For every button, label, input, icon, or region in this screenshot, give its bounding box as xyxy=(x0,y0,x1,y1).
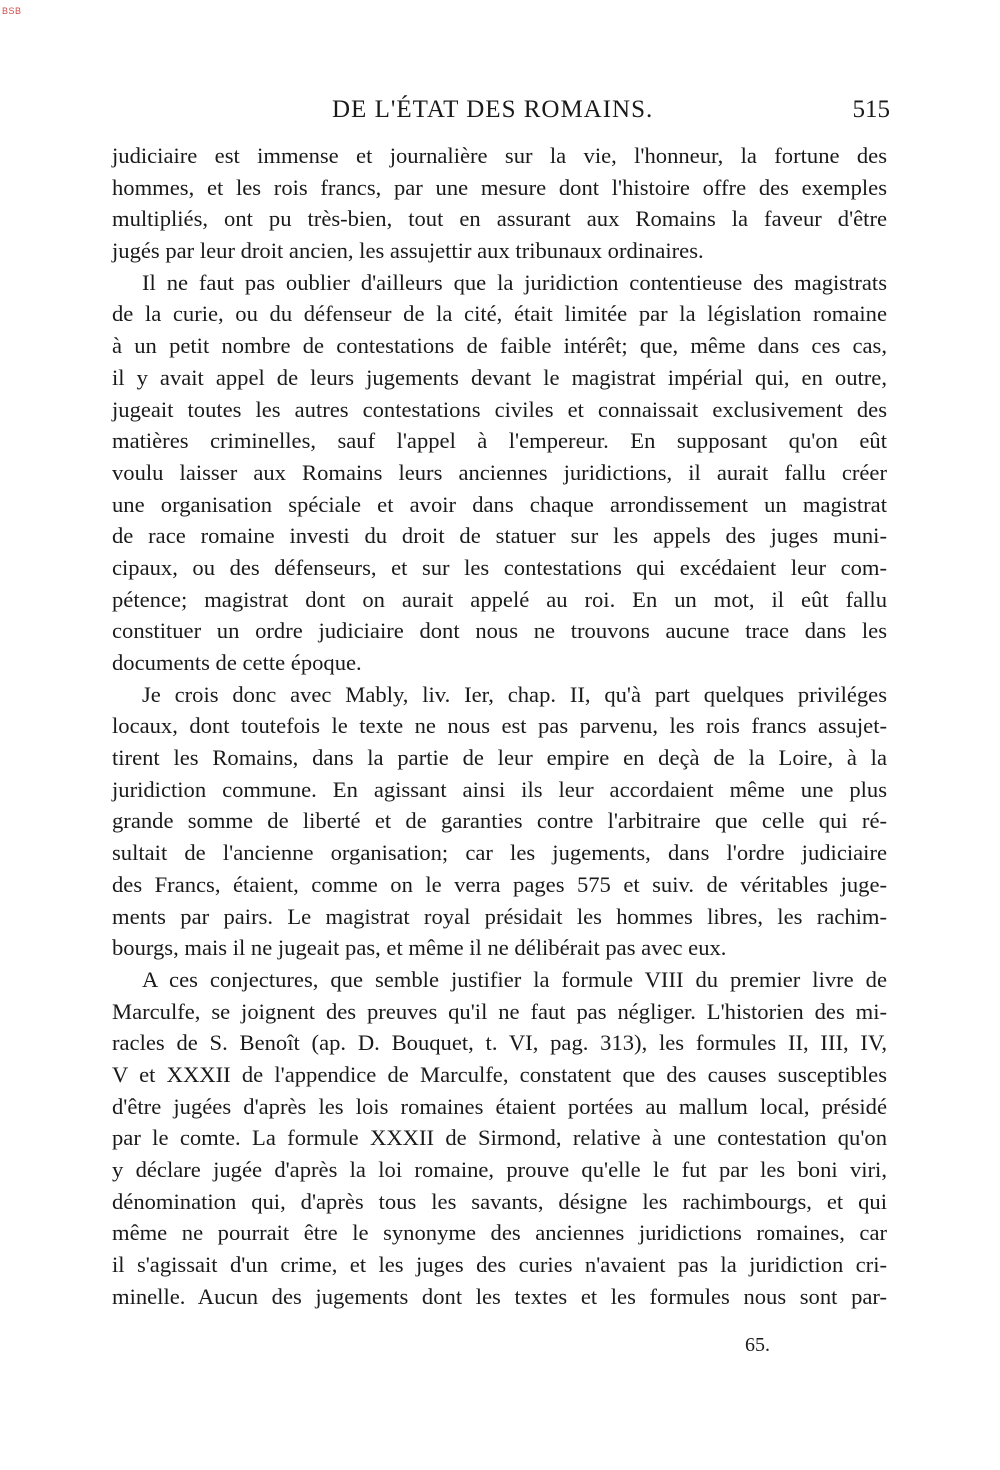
text-line: V et XXXII de l'appendice de Marculfe, constatent que des causes susceptibles xyxy=(112,1061,887,1087)
text-line: constituer un ordre judiciaire dont nous ne trouvons aucune trace dans les xyxy=(112,618,887,644)
text-line: hommes, et les rois francs, par une mesure dont l'histoire offre des exemples xyxy=(112,174,887,200)
page-number: 515 xyxy=(852,96,890,123)
text-line: par le comte. La formule XXXII de Sirmond, relative à une contestation qu'on xyxy=(112,1125,887,1151)
text-line: y déclare jugée d'après la loi romaine, prouve qu'elle le fut par les boni viri, xyxy=(112,1157,887,1182)
text-line: documents de cette époque. xyxy=(112,650,362,675)
text-line: une organisation spéciale et avoir dans chaque arrondissement un magistrat xyxy=(112,491,887,517)
text-line: bourgs, mais il ne jugeait pas, et même il ne délibérait pas avec eux. xyxy=(112,935,727,961)
text-line: des Francs, étaient, comme on le verra pages 575 et suiv. de véritables juge- xyxy=(112,871,887,897)
text-line: Il ne faut pas oublier d'ailleurs que la juridiction contentieuse des magistrats xyxy=(142,269,887,295)
library-watermark: BSB xyxy=(2,6,22,16)
text-line: Je crois donc avec Mably, liv. Ier, chap. II, qu'à part quelques priviléges xyxy=(142,681,887,707)
text-line: cipaux, ou des défenseurs, et sur les contestations qui excédaient leur com- xyxy=(112,554,887,580)
text-line: A ces conjectures, que semble justifier la formule VIII du premier livre de xyxy=(142,966,887,992)
text-line: locaux, dont toutefois le texte ne nous est pas parvenu, les rois francs assujet- xyxy=(112,713,887,739)
text-line: judiciaire est immense et journalière sur la vie, l'honneur, la fortune des xyxy=(112,143,887,168)
text-line: il s'agissait d'un crime, et les juges des curies n'avaient pas la juridiction cri- xyxy=(112,1252,887,1278)
text-line: matières criminelles, sauf l'appel à l'empereur. En supposant qu'on eût xyxy=(112,428,887,454)
text-line: minelle. Aucun des jugements dont les textes et les formules nous sont par- xyxy=(112,1283,887,1309)
text-line: d'être jugées d'après les lois romaines étaient portées au mallum local, présidé xyxy=(112,1093,887,1119)
text-line: à un petit nombre de contestations de faible intérêt; que, même dans ces cas, xyxy=(112,333,887,359)
text-line: Marculfe, se joignent des preuves qu'il ne faut pas négliger. L'historien des mi- xyxy=(112,998,887,1024)
text-line: sultait de l'ancienne organisation; car les jugements, dans l'ordre judiciaire xyxy=(112,840,887,866)
text-line: juridiction commune. En agissant ainsi ils leur accordaient même une plus xyxy=(112,776,887,802)
text-line: voulu laisser aux Romains leurs anciennes juridictions, il aurait fallu créer xyxy=(112,459,887,485)
text-line: de race romaine investi du droit de statuer sur les appels des juges muni- xyxy=(112,523,887,549)
text-line: même ne pourrait être le synonyme des anciennes juridictions romaines, car xyxy=(112,1220,887,1246)
text-line: de la curie, ou du défenseur de la cité, était limitée par la législation romaine xyxy=(112,301,887,327)
text-line: multipliés, ont pu très-bien, tout en assurant aux Romains la faveur d'être xyxy=(112,206,887,232)
text-line: pétence; magistrat dont on aurait appelé au roi. En un mot, il eût fallu xyxy=(112,586,887,612)
signature-mark: 65. xyxy=(745,1334,770,1356)
running-title: DE L'ÉTAT DES ROMAINS. xyxy=(332,96,654,123)
text-line: tirent les Romains, dans la partie de leur empire en deçà de la Loire, à la xyxy=(112,745,887,771)
text-line: grande somme de liberté et de garanties contre l'arbitraire que celle qui ré- xyxy=(112,808,887,834)
text-line: ments par pairs. Le magistrat royal présidait les hommes libres, les rachim- xyxy=(112,903,887,929)
text-line: racles de S. Benoît (ap. D. Bouquet, t. VI, pag. 313), les formules II, III, IV, xyxy=(112,1030,887,1056)
text-line: dénomination qui, d'après tous les savants, désigne les rachimbourgs, et qui xyxy=(112,1188,887,1214)
body-text xyxy=(112,140,887,1312)
text-line: il y avait appel de leurs jugements devant le magistrat impérial qui, en outre, xyxy=(112,364,887,390)
text-line: jugeait toutes les autres contestations civiles et connaissait exclusivement des xyxy=(112,396,887,422)
page-header xyxy=(110,96,890,132)
text-line: jugés par leur droit ancien, les assujettir aux tribunaux ordinaires. xyxy=(112,238,704,264)
